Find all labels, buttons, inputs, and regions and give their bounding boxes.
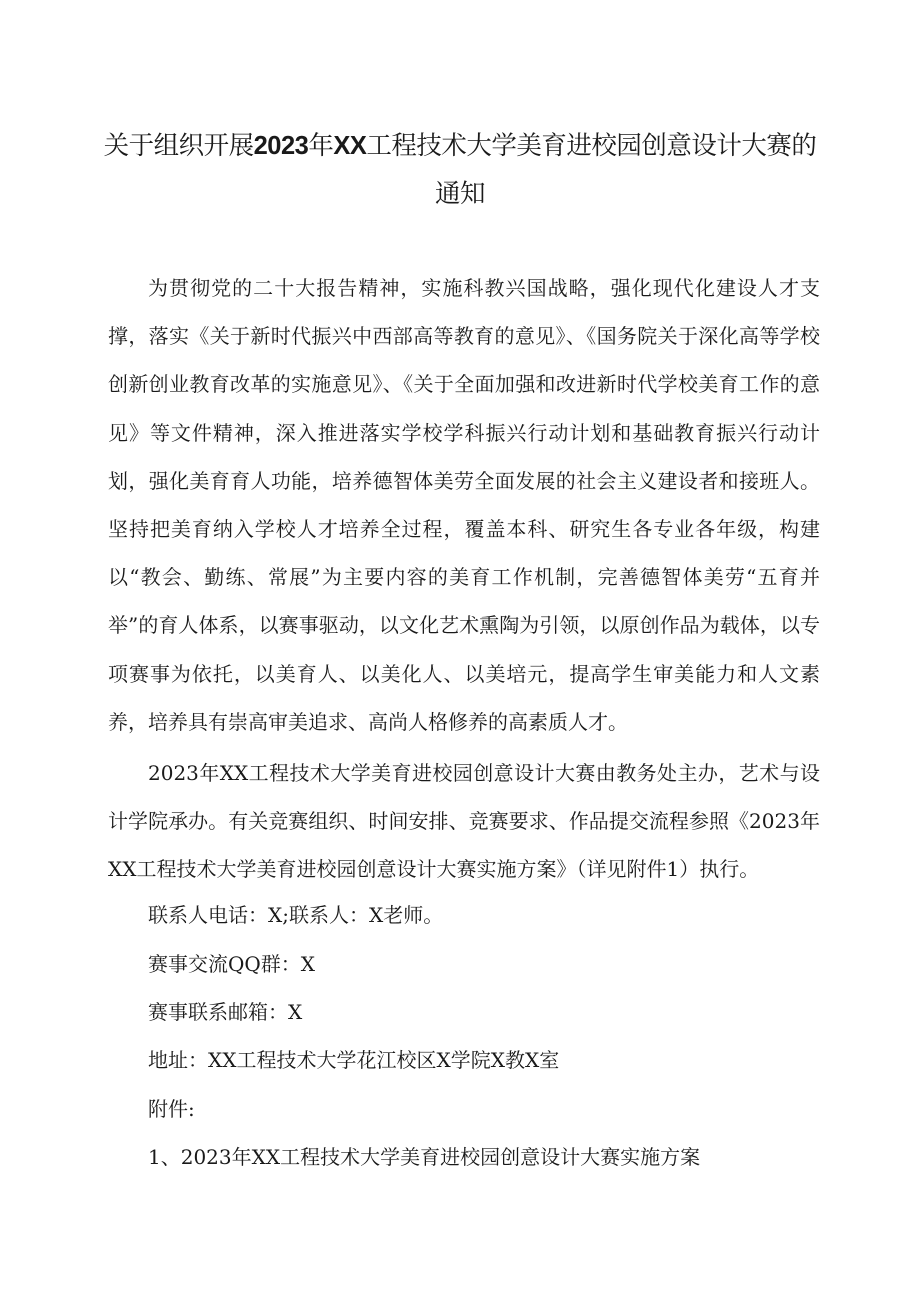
title-part-1: 关于组织开展	[103, 131, 254, 161]
contact-email-line: 赛事联系邮箱：X	[148, 1000, 303, 1024]
attachment-item-1: 1、2023年XX工程技术大学美育进校园创意设计大赛实施方案	[148, 1145, 701, 1169]
body-paragraph-1: 为贯彻党的二十大报告精神，实施科教兴国战略，强化现代化建设人才支撑，落实《关于新时代振兴中西部高等教育的意见》、《国务院关于深化高等学校创新创业教育改革的实施意见》、《关于全面加强和改进新时代学校美育工作的意见》等文件精神，深入推进落实学校学科振兴行动计划和基础教育振兴行动计划，强化美育育人功能，培养德智体美劳全面发展的社会主义建设者和接班人。坚持把美育纳入学校人才培养全过程，覆盖本科、研究生各专业各年级，构建以“教会、勤练、常展”为主要内容的美育工作机制，完善德智体美劳“五育并举”的育人体系，以赛事驱动，以文化艺术熏陶为引领，以原创作品为载体，以专项赛事为依托，以美育人、以美化人、以美培元，提高学生审美能力和人文素养，培养具有崇高审美追求、高尚人格修养的高素质人才。	[108, 276, 820, 734]
address-line: 地址：XX工程技术大学花江校区X学院X教X室	[148, 1048, 560, 1072]
document-title	[100, 122, 820, 218]
body-paragraph-2: 2023年XX工程技术大学美育进校园创意设计大赛由教务处主办，艺术与设计学院承办。有关竞赛组织、时间安排、竞赛要求、作品提交流程参照《2023年XX工程技术大学美育进校园创意设计大赛实施方案》（详见附件1）执行。	[108, 761, 820, 882]
qq-group-line: 赛事交流QQ群：X	[148, 952, 316, 976]
attachments-label: 附件:	[148, 1097, 195, 1121]
contact-phone-line: 联系人电话：X;联系人：X老师。	[148, 903, 444, 927]
title-part-2: 年	[308, 131, 334, 161]
title-part-3: 工程技术大学美育进校园创意设计大赛的通知	[366, 131, 817, 209]
title-xx: XX	[333, 132, 367, 160]
title-year: 2023	[253, 132, 309, 160]
